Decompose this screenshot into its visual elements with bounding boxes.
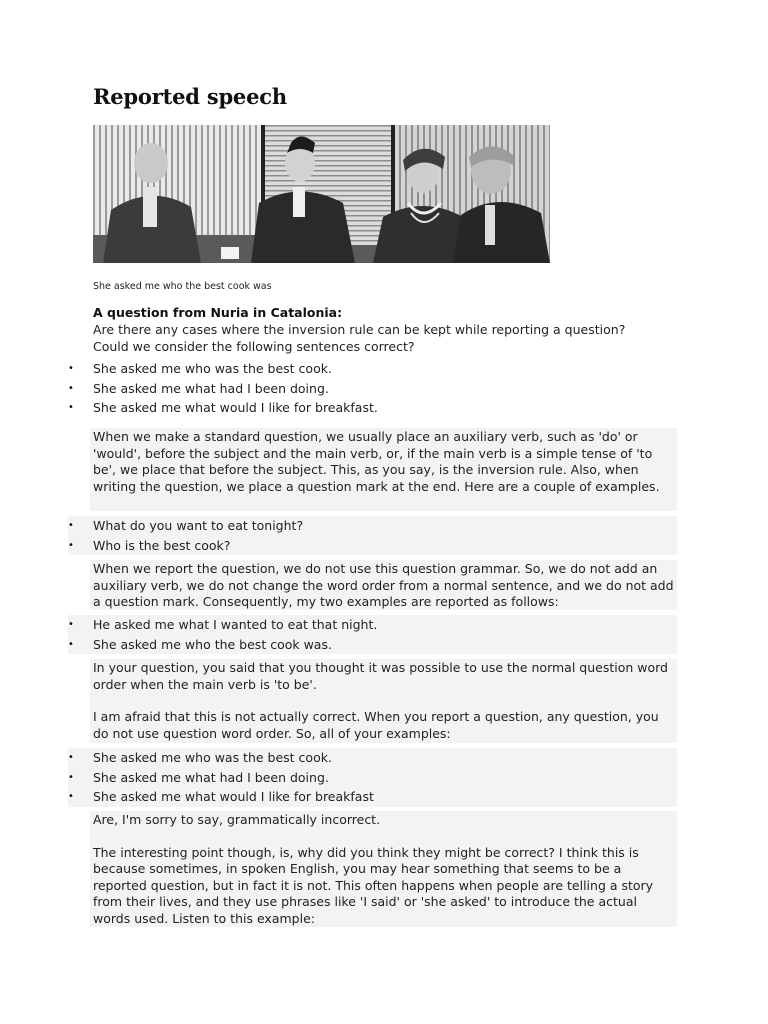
list-item: • She asked me who was the best cook. (68, 359, 378, 379)
paragraph: When we make a standard question, we usually place an auxiliary verb, such as 'do' or 'would', before the subject and the main verb, or, if the main verb is a simple tense of 'to be', we place that before the subject. This, as you say, is the inversion rule. Also, when writing the question, we place a question mark at the end. Here are a couple of examples. (93, 429, 660, 494)
list-item: • She asked me what had I been doing. (68, 379, 378, 399)
paragraph: The interesting point though, is, why did you think they might be correct? I think this is because sometimes, in spoken English, you may hear something that seems to be a reported question, but in fact it is not. This often happens when people are telling a story from their lives, and they use phrases like 'I said' or 'she asked' to introduce the actual words used. Listen to this example: (93, 844, 654, 926)
example-list-1 (68, 359, 378, 418)
list-item: • Who is the best cook? (68, 536, 677, 556)
paragraph: Are, I'm sorry to say, grammatically incorrect. (93, 812, 381, 827)
explanation-box-4 (90, 811, 677, 927)
photo-four-people-talking (93, 125, 550, 263)
photo-illustration (93, 125, 550, 263)
list-item: • She asked me what would I like for breakfast. (68, 398, 378, 418)
example-list-4 (68, 748, 677, 807)
explanation-box-2 (90, 560, 677, 610)
list-item: • What do you want to eat tonight? (68, 516, 677, 536)
list-item: • She asked me who was the best cook. (68, 748, 677, 768)
question-body: Are there any cases where the inversion rule can be kept while reporting a question? Could we consider the following sentences correct? (93, 322, 626, 354)
list-item: • She asked me what would I like for breakfast (68, 787, 677, 807)
list-item: • She asked me who the best cook was. (68, 635, 677, 655)
explanation-box-3 (90, 659, 677, 743)
list-item: • She asked me what had I been doing. (68, 768, 677, 788)
question-heading: A question from Nuria in Catalonia: (93, 305, 343, 320)
paragraph: In your question, you said that you thought it was possible to use the normal question word order when the main verb is 'to be'. (93, 660, 668, 692)
photo-caption: She asked me who the best cook was (93, 281, 272, 292)
paragraph: When we report the question, we do not use this question grammar. So, we do not add an auxiliary verb, we do not change the word order from a normal sentence, and we do not add a question mark. Consequently, my two examples are reported as follows: (93, 561, 674, 610)
example-list-3 (68, 615, 677, 654)
explanation-box-1 (90, 428, 677, 511)
example-list-2 (68, 516, 677, 555)
paragraph: I am afraid that this is not actually correct. When you report a question, any question, you do not use question word order. So, all of your examples: (93, 709, 659, 741)
list-item: • He asked me what I wanted to eat that night. (68, 615, 677, 635)
page-title: Reported speech (93, 84, 287, 109)
